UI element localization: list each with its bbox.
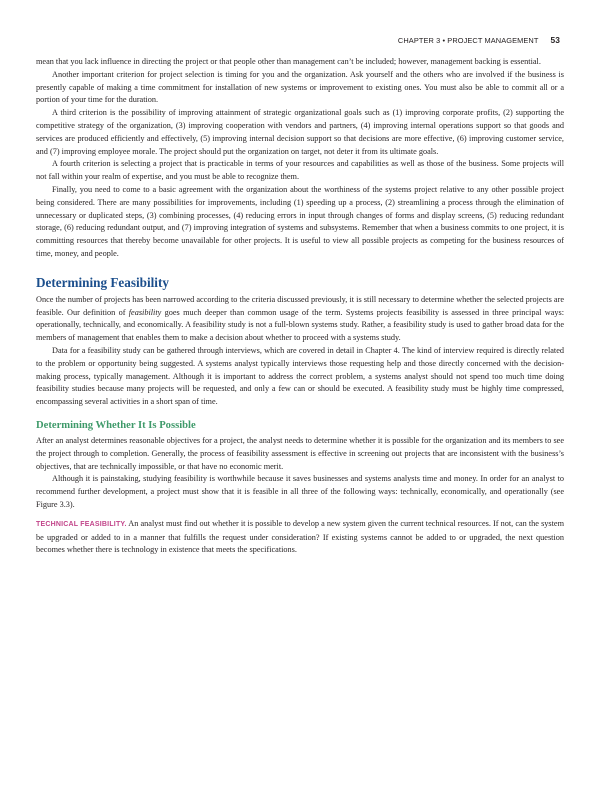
running-header (398, 35, 560, 45)
paragraph: A fourth criterion is selecting a project that is practicable in terms of your resources and capabilities as well as those of the business. Some projects will not fall within your realm of expertise, and you must be able to recognize them. (36, 159, 564, 182)
chapter-title: CHAPTER 3 • PROJECT MANAGEMENT (397, 36, 539, 45)
page-body (36, 56, 564, 557)
subsection-heading-determining-whether-possible: Determining Whether It Is Possible (36, 419, 196, 431)
paragraph: Another important criterion for project selection is timing for you and the organization. Ask yourself and the others who are involved if the business is presently capable of making a time commitment for installation of new systems or improvement to existing ones. You must also be able to commit all or a portion of your time for the duration. (36, 69, 564, 105)
text-span: Once the number of projects has been narrowed according to the criteria discussed previously, it is still necessary to determine whether the selected projects are feasible. Our definition of (36, 294, 564, 317)
runin-heading-technical-feasibility: TECHNICAL FEASIBILITY. (36, 520, 127, 528)
paragraph: mean that you lack influence in directing the project or that people other than management can’t be included; however, management backing is essential. (36, 57, 541, 66)
section-heading-determining-feasibility: Determining Feasibility (36, 274, 169, 290)
text-span: An analyst must find out whether it is possible to develop a new system given the current technical resources. If not, can the system be upgraded or added to in a manner that fulfills the request under consideration? If existing systems cannot be added to or upgraded, the next question becomes whether there is technology in existence that meets the specifications. (36, 518, 564, 555)
paragraph (36, 294, 564, 345)
paragraph: Finally, you need to come to a basic agreement with the organization about the worthiness of the systems project relative to any other possible project being considered. There are many possibilities for improvements, including (1) speeding up a process, (2) streamlining a process through the elimination of unnecessary or duplicated steps, (3) combining processes, (4) reducing errors in input through changes of forms and display screens, (5) reducing redundant storage, (6) reducing redundant output, and (7) improving integration of systems and subsystems. Remember that when a business commits to one project, it is committing resources that thereby become unavailable for other projects. It is useful to view all possible projects as competing for the business resources of time, money, and people. (36, 184, 564, 258)
paragraph: A third criterion is the possibility of improving attainment of strategic organizational goals such as (1) improving corporate profits, (2) supporting the competitive strategy of the organization, (3) improving cooperation with vendors and partners, (4) improving internal operations support so that goods and services are produced efficiently and effectively, (5) improving internal decision support so that decisions are more effective, (6) improving customer service, and (7) improving employee morale. The project should put the organization on target, not deter it from its ultimate goals. (36, 108, 564, 156)
page-number: 53 (550, 35, 560, 45)
term-feasibility: feasibility (128, 307, 162, 317)
paragraph: Although it is painstaking, studying feasibility is worthwhile because it saves businesses and systems analysts time and money. In order for an analyst to recommend further development, a project must show that it is feasible in all three of the following ways: technically, economically, and operationally (see Figure 3.3). (36, 474, 564, 509)
text-span: goes much deeper than common usage of the term. Systems projects feasibility is assessed in three principal ways: operationally, technically, and economically. A feasibility study is not a full-blown systems study. Rather, a feasibility study is used to gather broad data for the members of management that enables them to make a decision about whether to proceed with a systems study. (36, 307, 564, 343)
paragraph: After an analyst determines reasonable objectives for a project, the analyst needs to determine whether it is possible for the organization and its members to see the project through to completion. Generally, the process of feasibility assessment is effective in screening out projects that are inconsistent with the business’s objectives, that are technically impossible, or that have no economic merit. (36, 435, 564, 471)
paragraph: Data for a feasibility study can be gathered through interviews, which are covered in detail in Chapter 4. The kind of interview required is directly related to the problem or opportunity being suggested. A systems analyst typically interviews those requesting help and those directly concerned with the decision-making process, typically management. Although it is important to address the correct problem, a systems analyst should not spend too much time doing feasibility studies because many projects will be requested, and only a few can or should be executed. A feasibility study must be highly time compressed, encompassing several activities in a short span of time. (36, 345, 564, 407)
paragraph (36, 518, 564, 557)
